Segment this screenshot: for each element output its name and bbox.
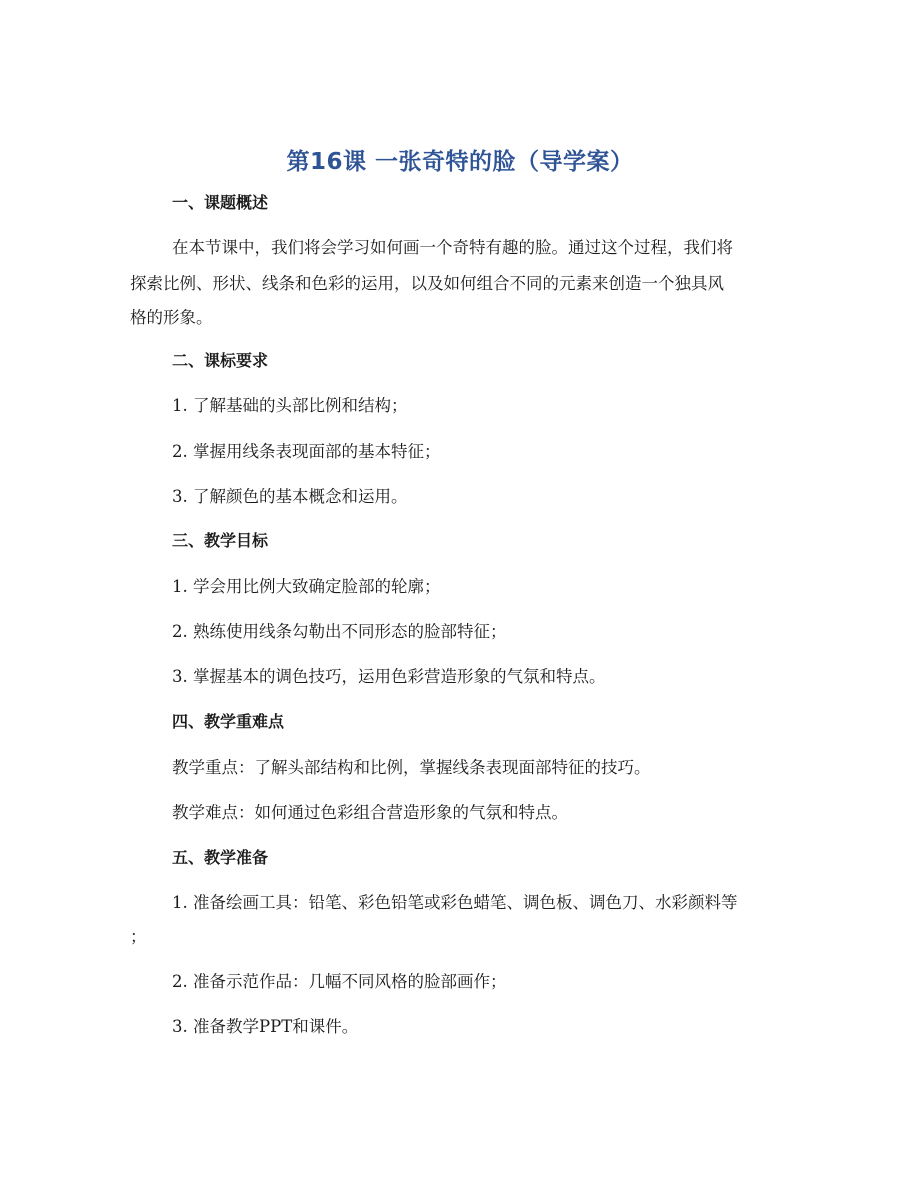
list-item: 3. 准备教学PPT和课件。 [172, 1017, 359, 1036]
section-heading-objectives: 三、教学目标 [172, 531, 269, 550]
difficulty-text: 教学难点：如何通过色彩组合营造形象的气氛和特点。 [172, 803, 568, 822]
key-point-text: 教学重点：了解头部结构和比例，掌握线条表现面部特征的技巧。 [172, 758, 651, 777]
list-item-continuation: ； [130, 927, 147, 946]
list-item: 1. 学会用比例大致确定脸部的轮廓； [172, 577, 441, 596]
list-item: 1. 了解基础的头部比例和结构； [172, 396, 408, 415]
section-heading-key-points: 四、教学重难点 [172, 712, 285, 731]
overview-line-3: 格的形象。 [130, 308, 213, 327]
list-item: 2. 熟练使用线条勾勒出不同形态的脸部特征； [172, 622, 507, 641]
overview-line-2: 探索比例、形状、线条和色彩的运用，以及如何组合不同的元素来创造一个独具风 [130, 274, 724, 293]
section-heading-overview: 一、课题概述 [172, 193, 269, 212]
list-item: 3. 了解颜色的基本概念和运用。 [172, 487, 408, 506]
list-item: 2. 准备示范作品：几幅不同风格的脸部画作； [172, 972, 507, 991]
list-item: 2. 掌握用线条表现面部的基本特征； [172, 442, 441, 461]
section-heading-standards: 二、课标要求 [172, 351, 269, 370]
section-heading-preparation: 五、教学准备 [172, 848, 269, 867]
overview-line-1: 在本节课中，我们将会学习如何画一个奇特有趣的脸。通过这个过程，我们将 [172, 238, 733, 257]
page-title: 第16课 一张奇特的脸（导学案） [286, 149, 634, 175]
list-item: 3. 掌握基本的调色技巧，运用色彩营造形象的气氛和特点。 [172, 667, 606, 686]
list-item: 1. 准备绘画工具：铅笔、彩色铅笔或彩色蜡笔、调色板、调色刀、水彩颜料等 [172, 893, 738, 912]
